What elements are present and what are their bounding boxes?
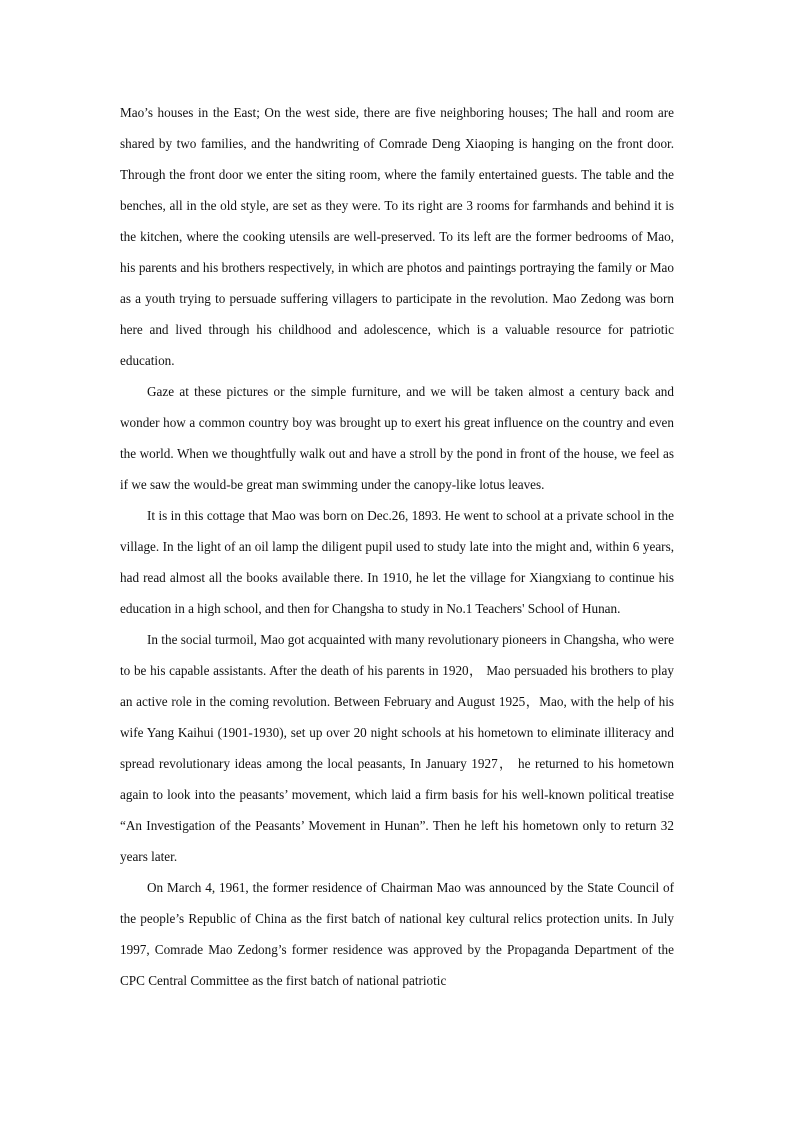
- paragraph-3: It is in this cottage that Mao was born on Dec.26, 1893. He went to school at a private school in the village. In the light of an oil lamp the diligent pupil used to study late into the might and, within 6 years, had read almost all the books available there. In 1910, he let the village for Xiangxiang to continue his education in a high school, and then for Changsha to study in No.1 Teachers' School of Hunan.: [120, 508, 674, 616]
- paragraph-2: Gaze at these pictures or the simple furniture, and we will be taken almost a century back and wonder how a common country boy was brought up to exert his great influence on the country and even the world. When we thoughtfully walk out and have a stroll by the pond in front of the house, we feel as if we saw the would-be great man swimming under the canopy-like lotus leaves.: [120, 384, 674, 492]
- paragraph-1: Mao’s houses in the East; On the west side, there are five neighboring houses; The hall and room are shared by two families, and the handwriting of Comrade Deng Xiaoping is hanging on the front door. Through the front door we enter the siting room, where the family entertained guests. The table and the benches, all in the old style, are set as they were. To its right are 3 rooms for farmhands and behind it is the kitchen, where the cooking utensils are well-preserved. To its left are the former bedrooms of Mao, his parents and his brothers respectively, in which are photos and paintings portraying the family or Mao as a youth trying to persuade suffering villagers to participate in the revolution. Mao Zedong was born here and lived through his childhood and adolescence, which is a valuable resource for patriotic education.: [120, 105, 674, 368]
- document-body: [120, 97, 674, 996]
- paragraph-5: On March 4, 1961, the former residence of Chairman Mao was announced by the State Council of the people’s Republic of China as the first batch of national key cultural relics protection units. In July 1997, Comrade Mao Zedong’s former residence was approved by the Propaganda Department of the CPC Central Committee as the first batch of national patriotic: [120, 880, 674, 988]
- paragraph-4: In the social turmoil, Mao got acquainted with many revolutionary pioneers in Changsha, who were to be his capable assistants. After the death of his parents in 1920， Mao persuaded his brothers to play an active role in the coming revolution. Between February and August 1925，Mao, with the help of his wife Yang Kaihui (1901-1930), set up over 20 night schools at his hometown to eliminate illiteracy and spread revolutionary ideas among the local peasants, In January 1927， he returned to his hometown again to look into the peasants’ movement, which laid a firm basis for his well-known political treatise “An Investigation of the Peasants’ Movement in Hunan”. Then he left his hometown only to return 32 years later.: [120, 632, 674, 864]
